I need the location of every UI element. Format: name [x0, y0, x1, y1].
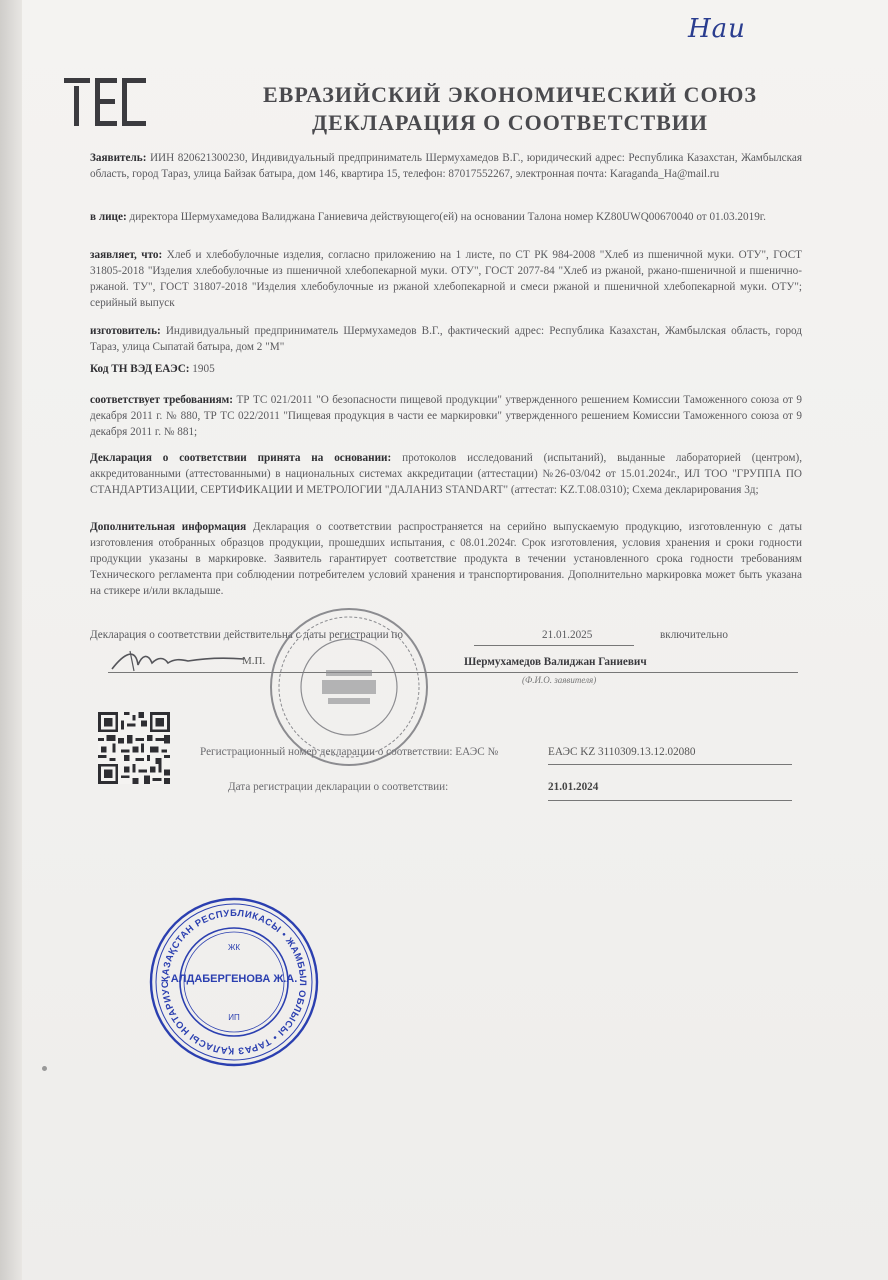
additional-info-text: Декларация о соответствии распространяется на серийно выпускаемую продукцию, изготовленную с даты изготовления отобранных образцов продукции, прошедших испытания, с 08.01.2024г. Срок изготовления, условия хранения и сроки годности продукции указаны в маркировке. Заявитель гарантирует соответствие продукта в течении установленного срока годности требованиям Технического регламента при соблюдении потребителем условий хранения и транспортирования. Дополнительно маркировка может быть указана на стикере и/или вкладыше. — [90, 521, 803, 597]
applicant-seal-stamp — [268, 606, 430, 768]
requirements-label: соответствует требованиям: — [90, 394, 233, 406]
page-binding-edge — [0, 0, 22, 1280]
basis-text: протоколов исследований (испытаний), выданные лабораторией (центром), аккредитованными (аттестованными) в национальных системах аккредитации (аттестации) №26-03/042 от 15.01.2024г., ИЛ ТОО "ГРУППА ПО СТАНДАРТИЗАЦИИ, СЕРТИФИКАЦИИ И МЕТРОЛОГИИ "ДАЛАНИЗ STANDART" (аттестат: KZ.T.08.0310); Схема декларирования 3д; — [90, 452, 803, 496]
registration-number-underline — [548, 764, 792, 765]
signer-name: Шермухамедов Валиджан Ганиевич — [464, 656, 647, 668]
validity-suffix: включительно — [660, 629, 728, 641]
representative-section — [90, 209, 802, 225]
header-union: ЕВРАЗИЙСКИЙ ЭКОНОМИЧЕСКИЙ СОЮЗ — [262, 82, 758, 107]
qr-code — [98, 712, 170, 784]
registration-date-underline — [548, 800, 792, 801]
notary-stamp — [148, 896, 320, 1068]
signature-block — [90, 645, 802, 685]
handwritten-note: Наи — [688, 14, 746, 44]
manufacturer-text: Индивидуальный предприниматель Шермухамедов В.Г., фактический адрес: Республика Казахстан, Жамбылская область, город Тараз, улица Сыпатай батыра, дом 2 "М" — [90, 325, 803, 353]
eac-logo — [62, 72, 162, 130]
notary-stamp-name: АЛДАБЕРГЕНОВА Ж.А. — [170, 973, 298, 985]
registration-number-value: ЕАЭС KZ 3110309.13.12.02080 — [548, 746, 696, 758]
applicant-signature — [108, 645, 248, 675]
registration-date-value: 21.01.2024 — [548, 781, 599, 793]
manufacturer-label: изготовитель: — [90, 325, 161, 337]
paper-speck — [42, 1066, 47, 1071]
declares-label: заявляет, что: — [90, 249, 163, 261]
basis-section — [90, 450, 802, 498]
header-declaration-title: ДЕКЛАРАЦИЯ О СООТВЕТСТВИИ — [311, 110, 709, 135]
additional-info-section — [90, 519, 802, 599]
tnved-code-value: 1905 — [192, 363, 215, 375]
svg-text:ИП: ИП — [228, 1013, 240, 1022]
validity-line — [90, 629, 802, 641]
validity-label: Декларация о соответствии действительна с даты регистрации по — [90, 629, 404, 641]
additional-info-label: Дополнительная информация — [90, 521, 247, 533]
declares-section — [90, 247, 802, 311]
requirements-text: ТР ТС 021/2011 "О безопасности пищевой продукции" утвержденного решением Комиссии Таможенного союза от 9 декабря 2011 г. № 880, ТР ТС 022/2011 "Пищевая продукция в части ее маркировки" утвержденного решением Комиссии Таможенного союза от 9 декабря 2011 г. № 881; — [90, 394, 803, 438]
signer-fio-caption: (Ф.И.О. заявителя) — [522, 675, 597, 685]
applicant-text: ИИН 820621300230, Индивидуальный предприниматель Шермухамедов В.Г., юридический адрес: Республика Казахстан, Жамбылская область, город Тараз, улица Байзак батыра, дом 146, квартира 15, телефон: 87017552267, электронная почта: Karaganda_Ha@mail.ru — [90, 152, 803, 180]
applicant-section — [90, 150, 802, 182]
registration-number-label: Регистрационный номер декларации о соответствии: ЕАЭС № — [200, 746, 499, 758]
basis-label: Декларация о соответствии принята на основании: — [90, 452, 392, 464]
representative-label: в лице: — [90, 211, 127, 223]
svg-text:ЖК: ЖК — [227, 943, 241, 952]
declares-text: Хлеб и хлебобулочные изделия, согласно приложению на 1 листе, по СТ РК 984-2008 "Хлеб из пшеничной муки. ОТУ", ГОСТ 31805-2018 "Изделия хлебобулочные из пшеничной хлебопекарной муки. ОТУ", ГОСТ 2077-84 "Хлеб из ржаной, ржано-пшеничной и пшенично-ржаной. ТУ", ГОСТ 31807-2018 "Изделия хлебобулочные из ржаной хлебопекарной и смеси ржаной и пшеничной хлебопекарной муки. ОТУ"; серийный выпуск — [90, 249, 802, 309]
applicant-label: Заявитель: — [90, 152, 147, 164]
seal-place-mark: М.П. — [242, 655, 266, 667]
notary-stamp-ring-text: ҚАЗАҚСТАН РЕСПУБЛИКАСЫ • ЖАМБЫЛ ОБЛЫСЫ • ТАРАЗ ҚАЛАСЫ НОТАРИУС — [158, 906, 310, 1058]
registration-date-label: Дата регистрации декларации о соответствии: — [228, 781, 449, 793]
tnved-code-label: Код ТН ВЭД ЕАЭС: — [90, 363, 190, 375]
requirements-section — [90, 392, 802, 440]
signature-underline — [108, 672, 798, 673]
validity-date: 21.01.2025 — [542, 629, 593, 641]
tnved-code-section — [90, 361, 802, 377]
representative-text: директора Шермухамедова Валиджана Ганиевича действующего(ей) на основании Талона номер KZ80UWQ00670040 от 01.03.2019г. — [129, 211, 766, 223]
manufacturer-section — [90, 323, 802, 355]
